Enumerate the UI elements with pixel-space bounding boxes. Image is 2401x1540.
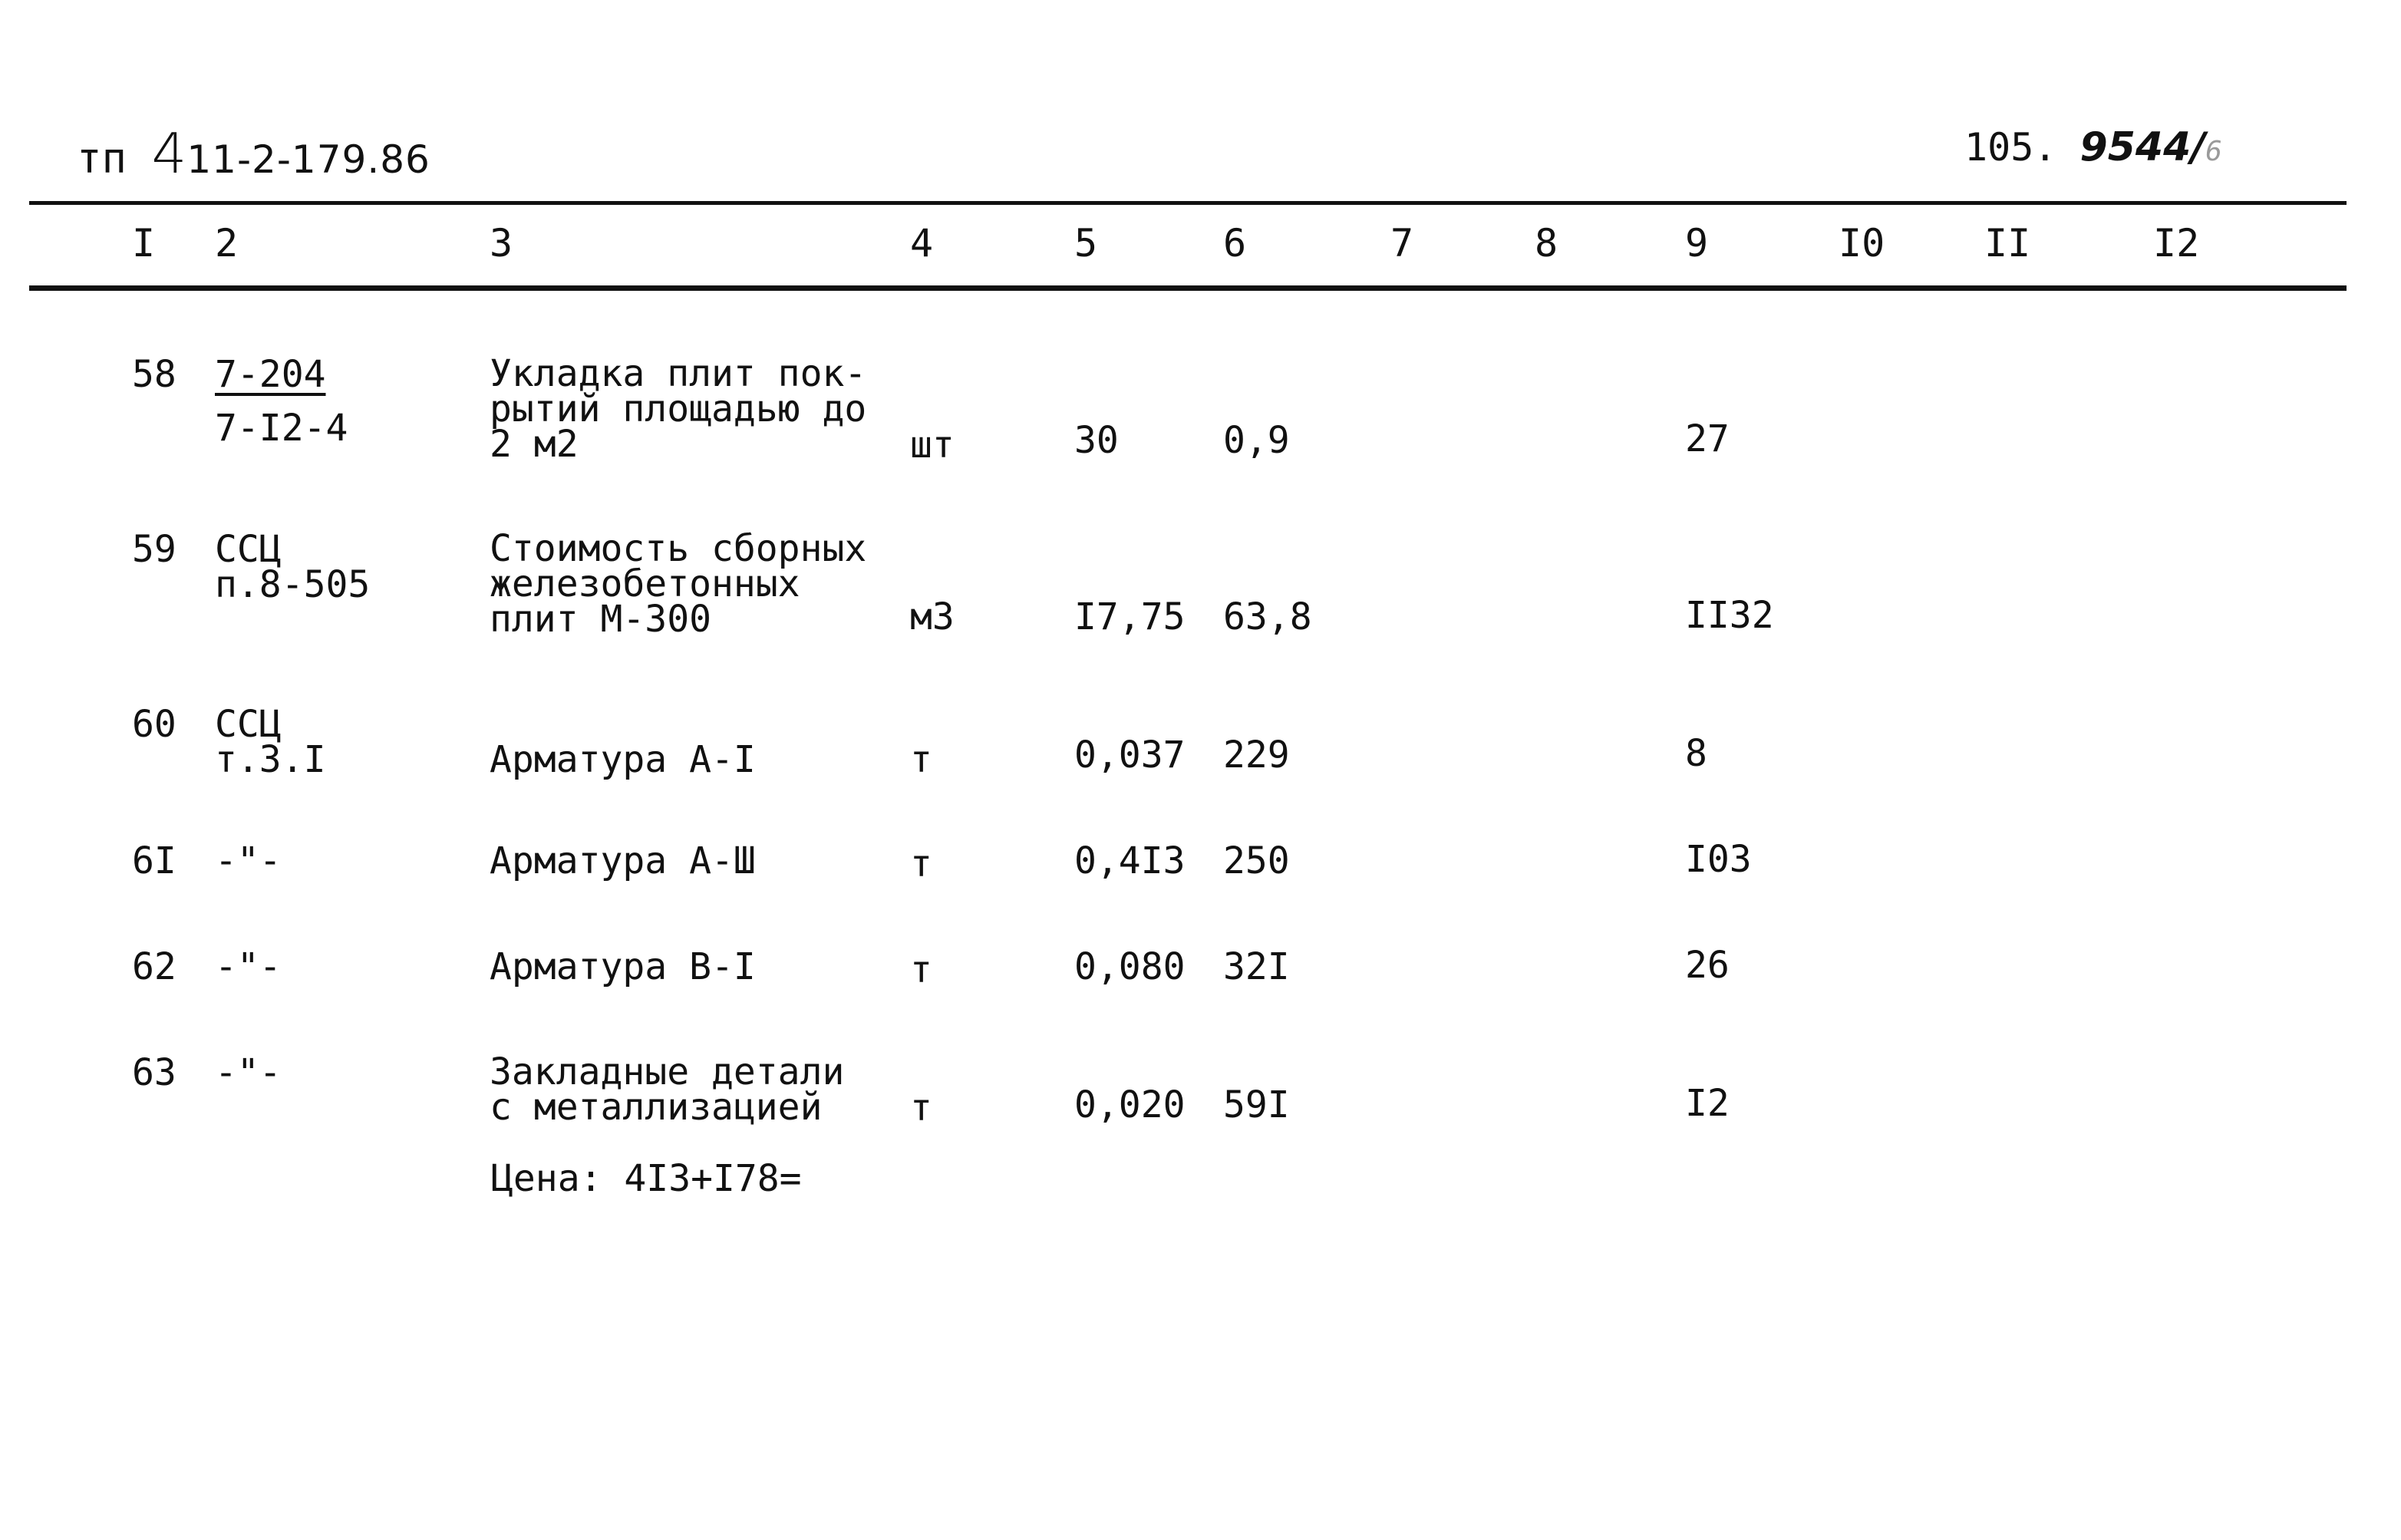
column-header-2: 2	[215, 221, 239, 265]
column-header-6: 6	[1223, 221, 1247, 265]
row-code: -"-	[215, 1051, 282, 1094]
row-quantity: 0,080	[1074, 945, 1186, 988]
sheet-code: 9544/	[2079, 124, 2206, 170]
row-total: I03	[1685, 838, 1752, 881]
column-header-12: I2	[2153, 221, 2200, 265]
sheet-code-faint: 6	[2205, 136, 2222, 167]
row-number: 62	[132, 945, 176, 988]
description-line: с металлизацией	[490, 1086, 823, 1129]
row-number: 6I	[132, 839, 176, 882]
row-unit-price: 32I	[1223, 945, 1290, 988]
document-code-left	[77, 121, 430, 186]
column-header-7: 7	[1390, 221, 1414, 265]
row-code-sub: 7-I2-4	[215, 407, 348, 450]
row-quantity: 0,020	[1074, 1083, 1186, 1126]
column-header-5: 5	[1074, 221, 1098, 265]
row-number: 59	[132, 528, 176, 571]
row-description: Арматура А-I	[490, 738, 756, 781]
row-total: I2	[1685, 1082, 1730, 1125]
description-line: 2 м2	[490, 423, 579, 466]
row-unit-price: 229	[1223, 734, 1290, 777]
row-unit: т	[910, 948, 932, 991]
row-unit: т	[910, 1087, 932, 1129]
column-header-9: 9	[1685, 221, 1709, 265]
document-code-right	[1964, 124, 2222, 170]
description-line: железобетонных	[490, 562, 800, 605]
row-quantity: 30	[1074, 419, 1119, 462]
column-header-11: II	[1984, 221, 2031, 265]
row-number: 63	[132, 1051, 176, 1094]
column-header-1: I	[132, 221, 156, 265]
doc-code: 11-2-179.86	[186, 137, 430, 182]
row-total: II32	[1685, 594, 1774, 637]
row-total: 26	[1685, 944, 1730, 987]
row-unit-price: 250	[1223, 839, 1290, 882]
row-total: 27	[1685, 417, 1730, 460]
row-number: 58	[132, 353, 176, 396]
row-code: -"-	[215, 945, 282, 988]
row-unit: шт	[910, 424, 955, 467]
row-unit: м3	[910, 595, 955, 638]
doc-big-digit: 4	[151, 121, 187, 186]
row-code-sub: п.8-505	[215, 563, 371, 606]
column-header-3: 3	[490, 221, 513, 265]
column-header-4: 4	[910, 221, 934, 265]
row-description	[490, 1050, 845, 1129]
header-bottom-rule	[29, 285, 2347, 291]
doc-prefix: тп	[77, 134, 127, 183]
row-quantity: 0,037	[1074, 734, 1186, 777]
row-total: 8	[1685, 732, 1707, 775]
row-unit-price: 59I	[1223, 1083, 1290, 1126]
row-description	[490, 527, 867, 641]
description-line: Стоимость сборных	[490, 527, 867, 570]
row-quantity: I7,75	[1074, 595, 1186, 638]
row-code: ССЦ	[215, 703, 282, 746]
row-unit: т	[910, 738, 932, 781]
description-line: рытий площадью до	[490, 387, 867, 430]
header-top-rule	[29, 201, 2347, 205]
row-code: -"-	[215, 839, 282, 882]
column-header-10: I0	[1839, 221, 1885, 265]
description-line: плит М-300	[490, 598, 711, 641]
price-note: Цена: 4I3+I78=	[491, 1157, 802, 1200]
description-line: Закладные детали	[490, 1050, 845, 1093]
row-unit: т	[910, 843, 932, 885]
column-header-8: 8	[1535, 221, 1558, 265]
row-unit-price: 63,8	[1223, 595, 1312, 638]
row-code: 7-204	[215, 353, 326, 396]
description-line: Укладка плит пок-	[490, 352, 867, 395]
row-unit-price: 0,9	[1223, 419, 1290, 462]
row-quantity: 0,4I3	[1074, 839, 1186, 882]
row-code-sub: т.3.I	[215, 738, 326, 781]
row-description: Арматура В-I	[490, 945, 756, 988]
row-number: 60	[132, 703, 176, 746]
row-description	[490, 352, 867, 466]
row-description: Арматура А-Ш	[490, 839, 756, 882]
sheet-number: 105.	[1964, 125, 2057, 170]
row-code: ССЦ	[215, 528, 282, 571]
